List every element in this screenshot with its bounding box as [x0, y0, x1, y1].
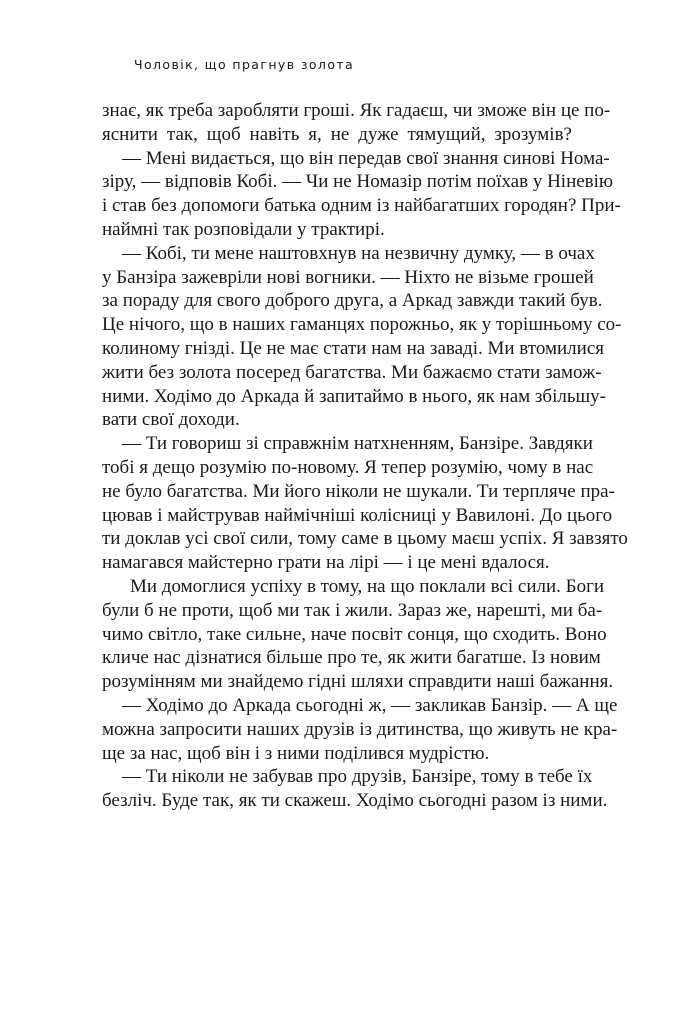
body-text [102, 99, 628, 813]
text-line: можна запросити наших друзів із дитинства, що живуть не кра- [102, 718, 618, 740]
text-line: Ми домоглися успіху в тому, на що поклали всі сили. Боги [130, 575, 605, 597]
text-line: знає, як треба заробляти гроші. Як гадаєш, чи зможе він це по- [102, 100, 611, 121]
text-line: розумінням ми знайдемо гідні шляхи справдити наші бажання. [102, 671, 614, 693]
text-line: зіру, — відповів Кобі. — Чи не Номазір потім поїхав у Ніневію [102, 171, 614, 193]
paragraph [102, 575, 614, 694]
text-line: — Ходімо до Аркада сьогодні ж, — закликав Банзір. — А ще [122, 694, 618, 716]
paragraph [102, 765, 608, 813]
text-line: — Мені видається, що він передав свої знання синові Нома- [122, 147, 610, 169]
paragraph [102, 242, 622, 432]
text-line: намагався майстерно грати на лірі — і це мені вдалося. [102, 552, 550, 574]
text-line: і став без допомоги батька одним із найбагатших городян? При- [102, 195, 621, 217]
text-line: ще за нас, щоб він і з ними поділився мудрістю. [102, 742, 490, 764]
paragraph [102, 694, 618, 765]
text-line: були б не проти, щоб ми так і жили. Зараз же, нарешті, ми ба- [102, 599, 603, 621]
text-line: — Ти ніколи не забував про друзів, Банзіре, тому в тебе їх [122, 766, 593, 788]
text-line: колиному гнізді. Це не має стати нам на заваді. Ми втомилися [102, 337, 604, 359]
text-line: — Кобі, ти мене наштовхнув на незвичну думку, — в очах [122, 242, 595, 264]
text-line: ними. Ходімо до Аркада й запитаймо в нього, як нам збільшу- [102, 385, 606, 407]
paragraph [102, 147, 621, 242]
text-line: за пораду для свого доброго друга, а Аркад завжди такий був. [102, 290, 603, 312]
text-line: у Банзіра зажевріли нові вогники. — Ніхто не візьме грошей [102, 266, 594, 288]
text-line: безліч. Буде так, як ти скажеш. Ходімо сьогодні разом із ними. [102, 790, 608, 812]
text-line: чимо світло, таке сильне, наче посвіт сонця, що сходить. Воно [102, 623, 607, 645]
text-line: тобі я дещо розумію по-новому. Я тепер розумію, чому в нас [102, 456, 594, 478]
paragraph [102, 99, 611, 147]
text-line: яснити так, щоб навіть я, не дуже тямущий, зрозумів? [102, 123, 572, 145]
text-line: вати свої доходи. [102, 409, 240, 431]
running-head: Чоловік, що прагнув золота [134, 57, 355, 72]
text-line: Це нічого, що в наших гаманцях порожньо, як у торішньому со- [102, 314, 622, 336]
text-line: цював і майстрував наймічніші колісниці у Вавилоні. До цього [102, 504, 613, 526]
text-line: жити без золота посеред багатства. Ми бажаємо стати замож- [102, 361, 602, 383]
text-line: — Ти говориш зі справжнім натхненням, Банзіре. Завдяки [122, 433, 593, 455]
text-line: ти доклав усі свої сили, тому саме в цьому маєш успіх. Я завзято [102, 528, 628, 550]
paragraph [102, 432, 628, 575]
text-line: не було багатства. Ми його ніколи не шукали. Ти терпляче пра- [102, 480, 615, 502]
text-line: кличе нас дізнатися більше про те, як жити багатше. Із новим [102, 647, 601, 669]
text-line: наймні так розповідали у трактирі. [102, 218, 385, 240]
